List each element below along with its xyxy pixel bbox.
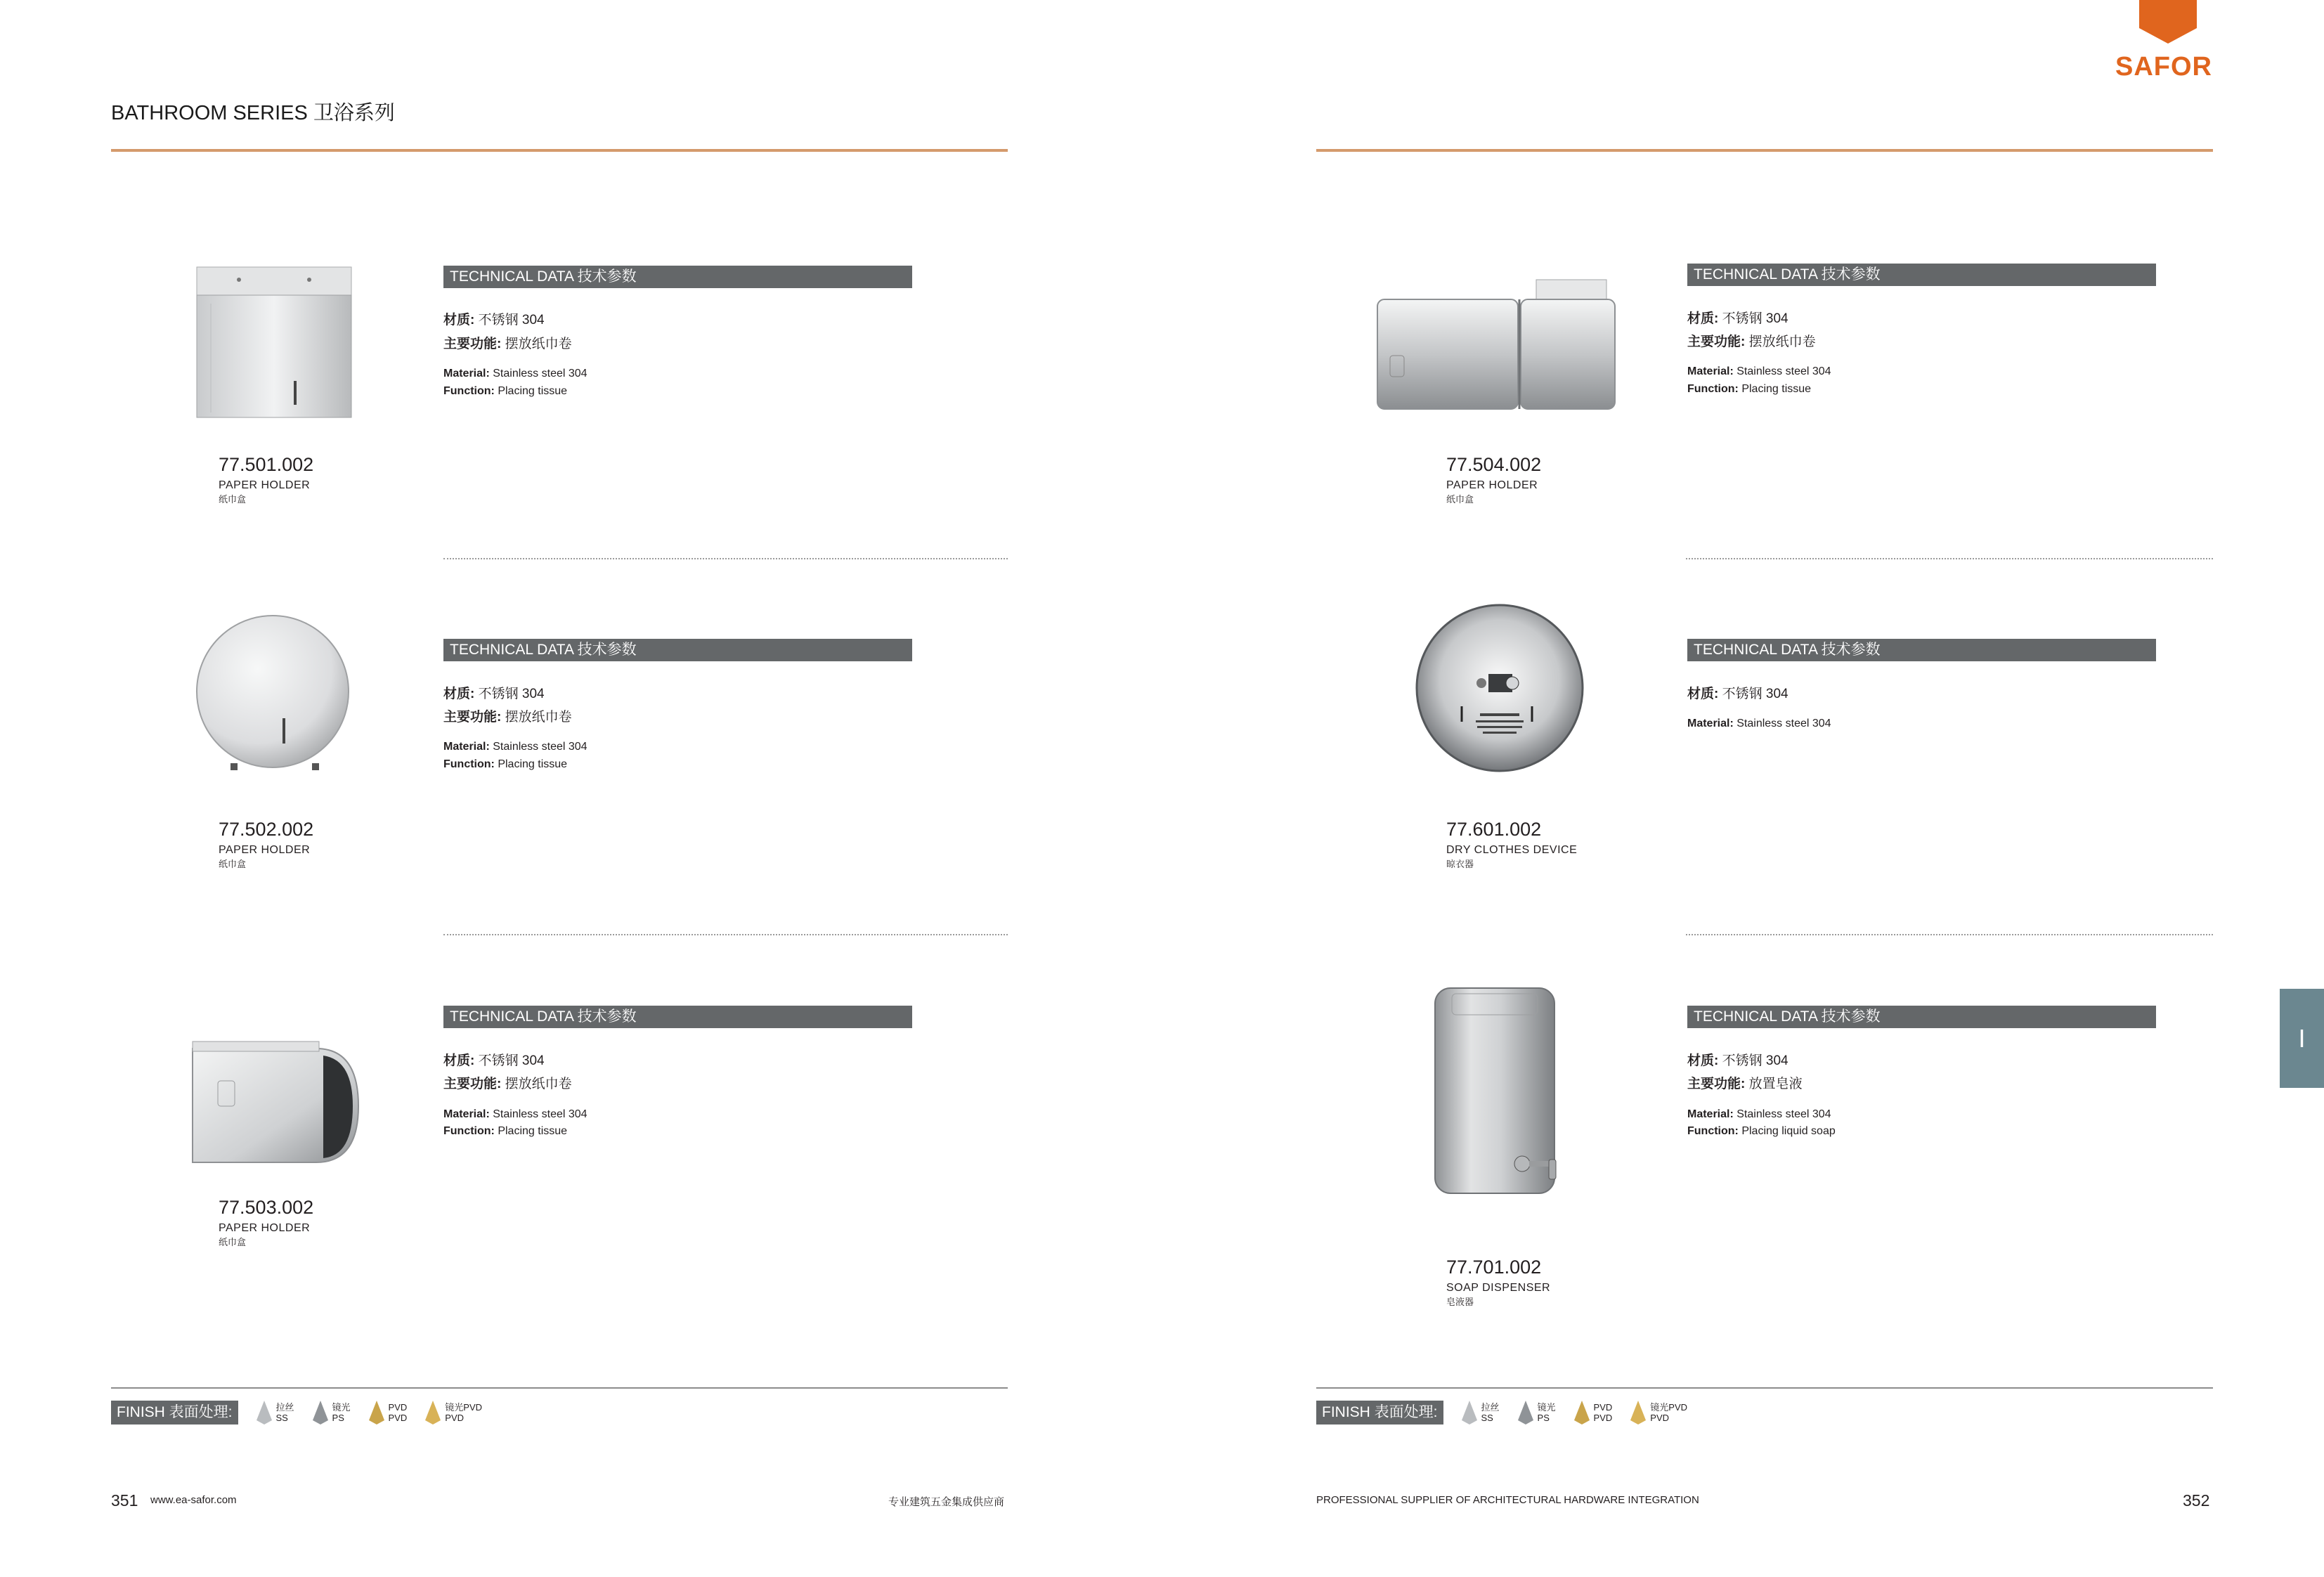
- function-cn: 主要功能: 摆放纸巾卷: [443, 710, 572, 725]
- header-rule-left: [111, 149, 1008, 152]
- tech-data-bar: TECHNICAL DATA 技术参数: [1687, 639, 2156, 661]
- section-side-tab[interactable]: I: [2280, 989, 2324, 1088]
- finish-label: FINISH 表面处理:: [111, 1401, 238, 1425]
- jumbo-roll-dispenser-icon: [188, 613, 357, 774]
- product-model: 77.601.002: [1446, 819, 1542, 840]
- product-name-cn: 晾衣器: [1446, 859, 1474, 869]
- finish-item-pvd: PVD PVD: [1574, 1401, 1613, 1425]
- finish-swatch-icon: [369, 1401, 384, 1425]
- product-name-cn: 纸巾盒: [219, 494, 247, 505]
- material-en: Material: Stainless steel 304: [1687, 718, 1831, 729]
- finish-label: FINISH 表面处理:: [1316, 1401, 1443, 1425]
- function-en: Function: Placing tissue: [443, 385, 568, 397]
- material-en: Material: Stainless steel 304: [443, 741, 588, 753]
- finish-swatch-icon: [1462, 1401, 1477, 1425]
- header-rule-right: [1316, 149, 2213, 152]
- series-title: BATHROOM SERIES 卫浴系列: [111, 102, 395, 124]
- finish-legend-right: [1316, 1401, 1687, 1425]
- slogan-cn: 专业建筑五金集成供应商: [888, 1496, 1005, 1508]
- material-cn: 材质: 不锈钢 304: [1687, 1053, 1789, 1068]
- finish-item-ps: 镜光 PS: [1518, 1401, 1556, 1425]
- finish-swatch-icon: [1630, 1401, 1646, 1425]
- divider-dotted: [1686, 558, 2213, 559]
- tech-data-bar: TECHNICAL DATA 技术参数: [443, 639, 912, 661]
- function-en: Function: Placing liquid soap: [1687, 1125, 1836, 1137]
- divider-dotted: [443, 558, 1008, 559]
- product-name-en: PAPER HOLDER: [219, 844, 311, 856]
- finish-item-pvd: PVD PVD: [369, 1401, 408, 1425]
- slogan-en: PROFESSIONAL SUPPLIER OF ARCHITECTURAL HARDWARE INTEGRATION: [1316, 1494, 1699, 1506]
- material-cn: 材质: 不锈钢 304: [1687, 687, 1789, 701]
- finish-item-mirror-pvd: 镜光PVD PVD: [425, 1401, 482, 1425]
- covered-roll-holder-icon: [190, 1039, 361, 1169]
- paper-towel-dispenser-icon: [190, 261, 358, 424]
- function-cn: 主要功能: 摆放纸巾卷: [443, 337, 572, 351]
- function-cn: 主要功能: 摆放纸巾卷: [1687, 335, 1816, 349]
- function-en: Function: Placing tissue: [443, 1125, 568, 1137]
- finish-swatch-icon: [257, 1401, 272, 1425]
- tech-data-bar: TECHNICAL DATA 技术参数: [1687, 264, 2156, 286]
- material-en: Material: Stainless steel 304: [443, 1108, 588, 1120]
- function-en: Function: Placing tissue: [443, 758, 568, 770]
- page-number-left: 351: [111, 1491, 138, 1510]
- finish-swatch-icon: [1574, 1401, 1590, 1425]
- product-name-cn: 纸巾盒: [219, 859, 247, 869]
- website-link[interactable]: www.ea-safor.com: [150, 1494, 237, 1506]
- divider-dotted: [443, 934, 1008, 935]
- footer-rule-left: [111, 1387, 1008, 1389]
- product-model: 77.701.002: [1446, 1257, 1542, 1278]
- material-en: Material: Stainless steel 304: [1687, 1108, 1831, 1120]
- material-en: Material: Stainless steel 304: [443, 368, 588, 379]
- material-cn: 材质: 不锈钢 304: [443, 1053, 545, 1068]
- brand-logo: SAFOR: [2115, 52, 2212, 82]
- product-name-en: PAPER HOLDER: [219, 479, 311, 491]
- product-name-en: PAPER HOLDER: [1446, 479, 1538, 491]
- finish-item-ss: 拉丝 SS: [1462, 1401, 1500, 1425]
- product-name-cn: 皂液器: [1446, 1297, 1474, 1307]
- tech-data-bar: TECHNICAL DATA 技术参数: [443, 1006, 912, 1028]
- retractable-clothesline-icon: [1413, 601, 1587, 775]
- soap-dispenser-icon: [1431, 984, 1564, 1202]
- divider-dotted: [1686, 934, 2213, 935]
- product-name-en: DRY CLOTHES DEVICE: [1446, 844, 1578, 856]
- product-model: 77.504.002: [1446, 454, 1542, 475]
- product-model: 77.503.002: [219, 1197, 314, 1218]
- material-cn: 材质: 不锈钢 304: [1687, 311, 1789, 326]
- finish-swatch-icon: [425, 1401, 441, 1425]
- finish-swatch-icon: [313, 1401, 328, 1425]
- logo-tab-icon: [2139, 0, 2197, 44]
- page-number-right: 352: [2183, 1491, 2210, 1510]
- footer-rule-right: [1316, 1387, 2213, 1389]
- function-cn: 主要功能: 摆放纸巾卷: [443, 1077, 572, 1091]
- tech-data-bar: TECHNICAL DATA 技术参数: [443, 266, 912, 288]
- tech-data-bar: TECHNICAL DATA 技术参数: [1687, 1006, 2156, 1028]
- product-name-en: SOAP DISPENSER: [1446, 1282, 1551, 1294]
- finish-item-ps: 镜光 PS: [313, 1401, 351, 1425]
- product-name-cn: 纸巾盒: [219, 1237, 247, 1247]
- double-roll-holder-icon: [1375, 278, 1618, 413]
- material-en: Material: Stainless steel 304: [1687, 365, 1831, 377]
- product-model: 77.501.002: [219, 454, 314, 475]
- finish-item-ss: 拉丝 SS: [257, 1401, 294, 1425]
- function-en: Function: Placing tissue: [1687, 383, 1812, 395]
- material-cn: 材质: 不锈钢 304: [443, 687, 545, 701]
- product-name-cn: 纸巾盒: [1446, 494, 1474, 505]
- finish-item-mirror-pvd: 镜光PVD PVD: [1630, 1401, 1687, 1425]
- product-model: 77.502.002: [219, 819, 314, 840]
- function-cn: 主要功能: 放置皂液: [1687, 1077, 1803, 1091]
- product-name-en: PAPER HOLDER: [219, 1222, 311, 1234]
- finish-swatch-icon: [1518, 1401, 1533, 1425]
- finish-legend-left: [111, 1401, 482, 1425]
- material-cn: 材质: 不锈钢 304: [443, 313, 545, 327]
